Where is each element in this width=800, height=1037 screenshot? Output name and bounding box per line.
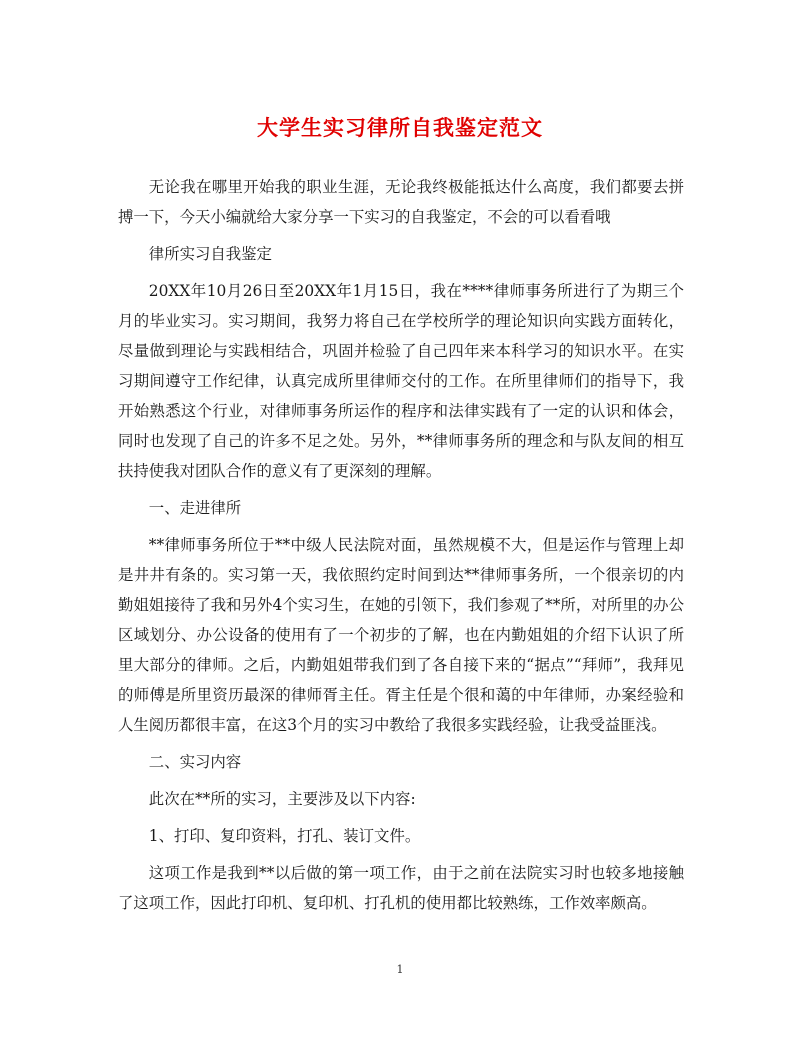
paragraph-heading-self-assessment: 律所实习自我鉴定 (148, 245, 272, 263)
paragraph-internship-summary: 20XX年10月26日至20XX年1月15日，我在****律师事务所进行了为期三个月的毕业实习。实习期间，我努力将自己在学校所学的理论知识向实践方面转化，尽量做到理论与实践相结合，巩固并检验了自己四年来本科学习的知识水平。在实习期间遵守工作纪律，认真完成所里律师交付的工作。在所里律师们的指导下，我开始熟悉这个行业，对律师事务所运作的程序和法律实践有了一定的认识和体会，同时也发现了自己的许多不足之处。另外，**律师事务所的理念和与队友间的相互扶持使我对团队合作的意义有了更深刻的理解。 (118, 282, 684, 480)
section-heading-enter-firm: 一、走进律所 (148, 499, 242, 517)
paragraph-intro: 无论我在哪里开始我的职业生涯，无论我终极能抵达什么高度，我们都要去拼搏一下，今天小编就给大家分享一下实习的自我鉴定，不会的可以看看哦 (118, 178, 684, 226)
list-item-1: 1、打印、复印资料，打孔、装订文件。 (148, 827, 421, 845)
document-body (118, 172, 684, 925)
section-heading-internship-content: 二、实习内容 (148, 753, 242, 771)
paragraph-content-intro: 此次在**所的实习，主要涉及以下内容: (148, 790, 416, 808)
document-title: 大学生实习律所自我鉴定范文 (257, 115, 543, 140)
paragraph-enter-firm: **律师事务所位于**中级人民法院对面，虽然规模不大，但是运作与管理上却是井井有条的。实习第一天，我依照约定时间到达**律师事务所，一个很亲切的内勤姐姐接待了我和另外4个实习生，在她的引领下，我们参观了**所，对所里的办公区域划分、办公设备的使用有了一个初步的了解，也在内勤姐姐的介绍下认识了所里大部分的律师。之后，内勤姐姐带我们到了各自接下来的“据点”“拜师”，我拜见的师傅是所里资历最深的律师胥主任。胥主任是个很和蔼的中年律师，办案经验和人生阅历都很丰富，在这3个月的实习中教给了我很多实践经验，让我受益匪浅。 (118, 536, 684, 734)
paragraph-item-1-detail: 这项工作是我到**以后做的第一项工作，由于之前在法院实习时也较多地接触了这项工作，因此打印机、复印机、打孔机的使用都比较熟练，工作效率颇高。 (118, 864, 684, 912)
page-number: 1 (396, 963, 404, 976)
